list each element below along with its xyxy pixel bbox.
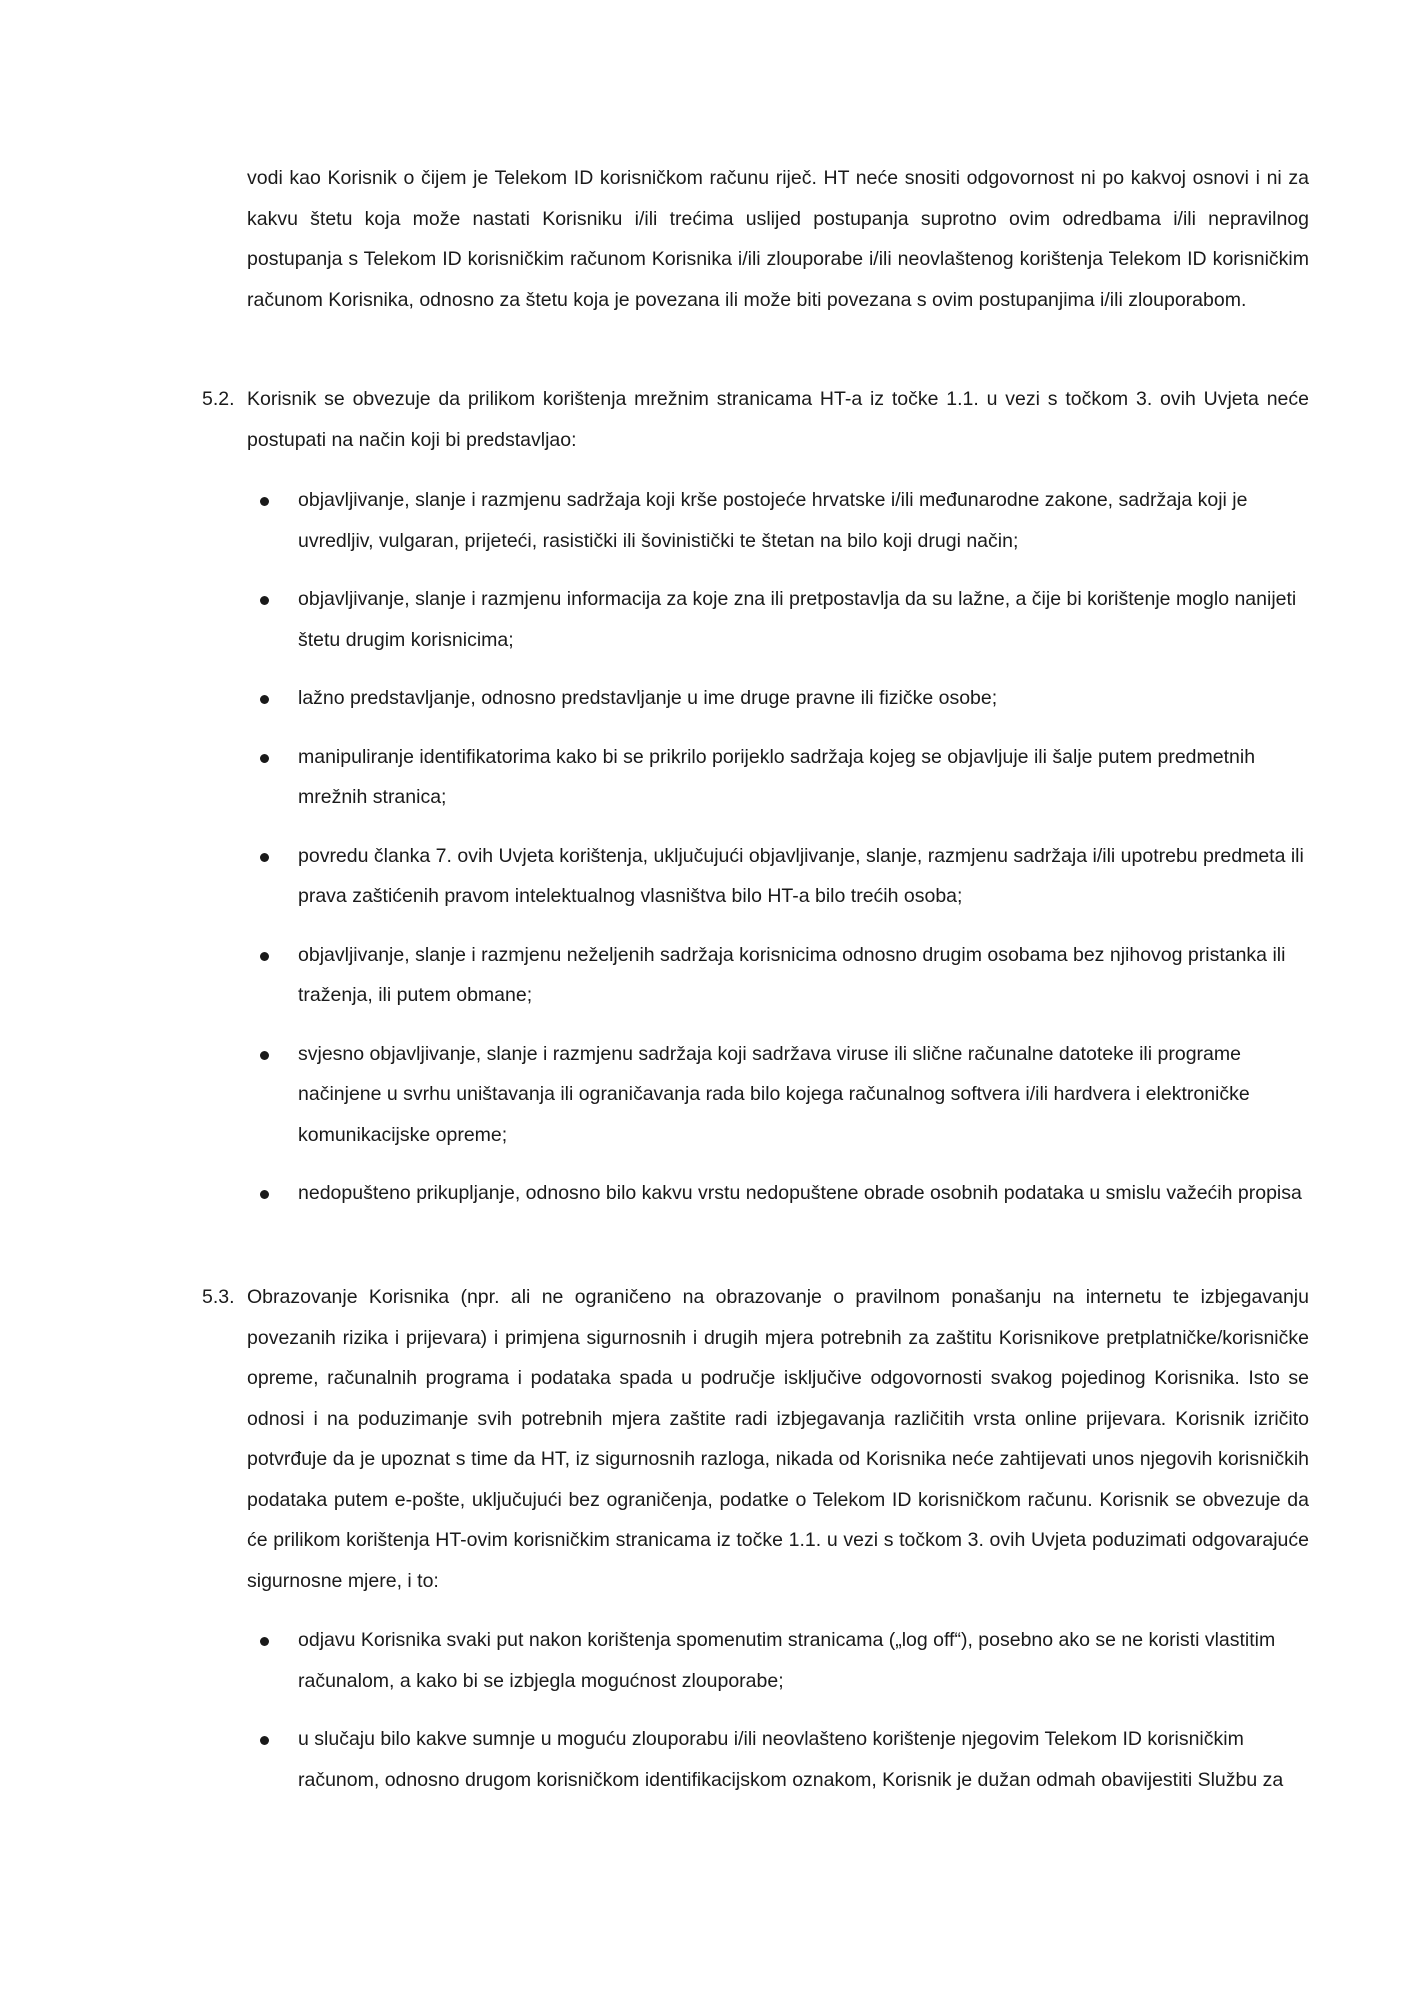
list-item <box>298 579 1309 660</box>
bullet-icon <box>260 695 269 704</box>
bullet-icon <box>260 497 269 506</box>
list-item <box>298 1719 1309 1800</box>
list-item <box>298 678 1309 719</box>
list-item <box>298 935 1309 1016</box>
section-5-2-number: 5.2. <box>202 388 235 410</box>
section-5-2-text: Korisnik se obvezuje da prilikom korištenja mrežnim stranicama HT-a iz točke 1.1. u vezi s točkom 3. ovih Uvjeta neće postupati na način koji bi predstavljao: <box>247 388 1309 451</box>
bullet-icon <box>260 853 269 862</box>
section-5-2 <box>202 379 1309 460</box>
section-5-3-bullet-list <box>298 1620 1309 1800</box>
bullet-icon <box>260 1190 269 1199</box>
section-5-3 <box>202 1277 1309 1601</box>
list-item <box>298 737 1309 818</box>
bullet-icon <box>260 1051 269 1060</box>
list-item <box>298 836 1309 917</box>
list-item <box>298 1173 1309 1214</box>
list-item-text: lažno predstavljanje, odnosno predstavljanje u ime druge pravne ili fizičke osobe; <box>298 687 998 709</box>
section-5-3-text: Obrazovanje Korisnika (npr. ali ne ograničeno na obrazovanje o pravilnom ponašanju na internetu te izbjegavanju povezanih rizika i prijevara) i primjena sigurnosnih i drugih mjera potrebnih za zaštitu Korisnikove pretplatničke/korisničke opreme, računalnih programa i podataka spada u područje isključive odgovornosti svakog pojedinog Korisnika. Isto se odnosi i na poduzimanje svih potrebnih mjera zaštite radi izbjegavanja različitih vrsta online prijevara. Korisnik izričito potvrđuje da je upoznat s time da HT, iz sigurnosnih razloga, nikada od Korisnika neće zahtijevati unos njegovih korisničkih podataka putem e-pošte, uključujući bez ograničenja, podatke o Telekom ID korisničkom računu. Korisnik se obvezuje da će prilikom korištenja HT-ovim korisničkim stranicama iz točke 1.1. u vezi s točkom 3. ovih Uvjeta poduzimati odgovarajuće sigurnosne mjere, i to: <box>247 1286 1309 1592</box>
intro-paragraph: vodi kao Korisnik o čijem je Telekom ID korisničkom računu riječ. HT neće snositi odgovornost ni po kakvoj osnovi i ni za kakvu štetu koja može nastati Korisniku i/ili trećima uslijed postupanja suprotno ovim odredbama i/ili nepravilnog postupanja s Telekom ID korisničkim računom Korisnika i/ili zlouporabe i/ili neovlaštenog korištenja Telekom ID korisničkim računom Korisnika, odnosno za štetu koja je povezana ili može biti povezana s ovim postupanjima i/ili zlouporabom. <box>247 167 1309 311</box>
bullet-icon <box>260 1637 269 1646</box>
list-item-text: svjesno objavljivanje, slanje i razmjenu sadržaja koji sadržava viruse ili slične računalne datoteke ili programe načinjene u svrhu uništavanja ili ograničavanja rada bilo kojega računalnog softvera i/ili hardvera i elektroničke komunikacijske opreme; <box>298 1042 1250 1146</box>
section-5-3-number: 5.3. <box>202 1286 235 1308</box>
bullet-icon <box>260 1736 269 1745</box>
list-item-text: povredu članka 7. ovih Uvjeta korištenja, uključujući objavljivanje, slanje, razmjenu sadržaja i/ili upotrebu predmeta ili prava zaštićenih pravom intelektualnog vlasništva bilo HT-a bilo trećih osoba; <box>298 844 1304 907</box>
list-item <box>298 1034 1309 1156</box>
list-item-text: manipuliranje identifikatorima kako bi se prikrilo porijeklo sadržaja kojeg se objavljuje ili šalje putem predmetnih mrežnih stranica; <box>298 745 1256 808</box>
list-item-text: objavljivanje, slanje i razmjenu informacija za koje zna ili pretpostavlja da su lažne, a čije bi korištenje moglo nanijeti štetu drugim korisnicima; <box>298 588 1297 651</box>
bullet-icon <box>260 952 269 961</box>
list-item <box>298 480 1309 561</box>
list-item-text: nedopušteno prikupljanje, odnosno bilo kakvu vrstu nedopuštene obrade osobnih podataka u smislu važećih propisa <box>298 1182 1302 1204</box>
bullet-icon <box>260 754 269 763</box>
list-item-text: objavljivanje, slanje i razmjenu neželjenih sadržaja korisnicima odnosno drugim osobama bez njihovog pristanka ili traženja, ili putem obmane; <box>298 943 1286 1006</box>
section-5-2-bullet-list <box>298 480 1309 1214</box>
list-item-text: odjavu Korisnika svaki put nakon korištenja spomenutim stranicama („log off“), posebno ako se ne koristi vlastitim računalom, a kako bi se izbjegla mogućnost zlouporabe; <box>298 1629 1276 1692</box>
list-item-text: objavljivanje, slanje i razmjenu sadržaja koji krše postojeće hrvatske i/ili međunarodne zakone, sadržaja koji je uvredljiv, vulgaran, prijeteći, rasistički ili šovinistički te štetan na bilo koji drugi način; <box>298 489 1248 552</box>
list-item-text: u slučaju bilo kakve sumnje u moguću zlouporabu i/ili neovlašteno korištenje njegovim Telekom ID korisničkim računom, odnosno drugom korisničkom identifikacijskom oznakom, Korisnik je dužan odmah obavijestiti Službu za <box>298 1728 1284 1791</box>
list-item <box>298 1620 1309 1701</box>
bullet-icon <box>260 596 269 605</box>
